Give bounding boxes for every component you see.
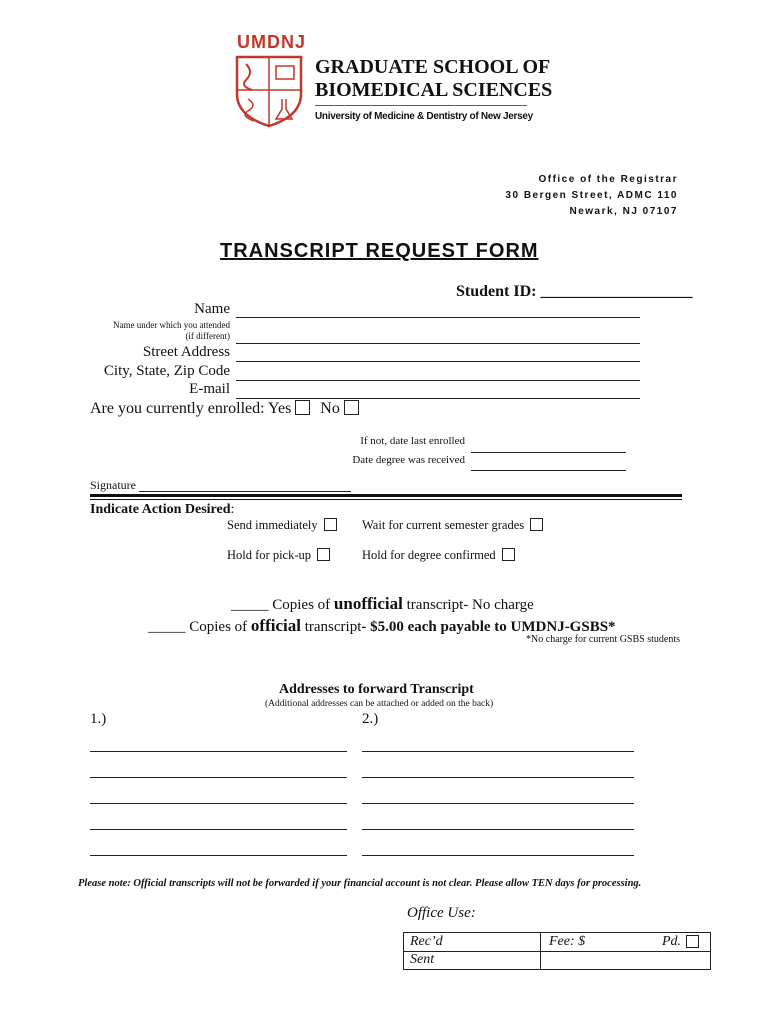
pd-checkbox[interactable] <box>686 935 699 948</box>
signature-field[interactable] <box>139 491 351 492</box>
address-2-line[interactable] <box>362 855 634 856</box>
section-divider <box>90 494 682 497</box>
unofficial-word: unofficial <box>333 594 403 613</box>
send-immediately-option[interactable] <box>227 518 337 533</box>
school-line-2: BIOMEDICAL SCIENCES <box>315 79 553 101</box>
hold-degree-option[interactable] <box>362 548 515 563</box>
enrolled-label: Are you currently enrolled: Yes <box>90 400 292 417</box>
office-use-label: Office Use: <box>407 905 476 921</box>
address-2-line[interactable] <box>362 803 634 804</box>
hold-pickup-label: Hold for pick-up <box>227 548 312 562</box>
attended-name-field[interactable] <box>236 343 640 344</box>
address-1-line[interactable] <box>90 751 347 752</box>
enrolled-no-checkbox[interactable] <box>344 400 359 415</box>
city-label: City, State, Zip Code <box>103 363 230 379</box>
enrolled-question <box>90 400 359 418</box>
attended-label-line-1: Name under which you attended <box>113 320 230 330</box>
sent-label: Sent <box>410 952 435 967</box>
signature-label: Signature <box>90 478 136 492</box>
official-word: official <box>250 616 301 635</box>
send-immediately-label: Send immediately <box>227 518 318 532</box>
date-last-field[interactable] <box>471 452 626 453</box>
registrar-line-1: Office of the Registrar <box>538 174 678 185</box>
office-table-row-divider <box>404 951 710 952</box>
wait-grades-checkbox[interactable] <box>530 518 543 531</box>
pd-label: Pd. <box>662 934 682 949</box>
street-field[interactable] <box>236 361 640 362</box>
action-heading <box>90 502 234 518</box>
registrar-address <box>505 172 678 220</box>
email-field[interactable] <box>236 398 640 399</box>
hold-pickup-option[interactable] <box>227 548 330 563</box>
enrolled-yes-checkbox[interactable] <box>295 400 310 415</box>
hold-degree-label: Hold for degree confirmed <box>362 548 496 562</box>
addresses-subheading: (Additional addresses can be attached or added on the back) <box>265 699 494 709</box>
street-label: Street Address <box>142 344 230 360</box>
office-use-table <box>403 932 711 970</box>
address-2-line[interactable] <box>362 751 634 752</box>
logo-divider <box>315 105 527 106</box>
name-label: Name <box>194 301 230 317</box>
city-field[interactable] <box>236 380 640 381</box>
student-id-field[interactable]: Student ID: ___________________ <box>456 283 693 300</box>
address-1-line[interactable] <box>90 855 347 856</box>
date-last-label: If not, date last enrolled <box>360 435 465 447</box>
name-field[interactable] <box>236 317 640 318</box>
unofficial-post: transcript- No charge <box>402 597 534 613</box>
logo <box>232 32 553 132</box>
address-2-line[interactable] <box>362 829 634 830</box>
address-1-line[interactable] <box>90 829 347 830</box>
org-name: UMDNJ <box>237 32 307 52</box>
address-2-label: 2.) <box>362 711 379 727</box>
send-immediately-checkbox[interactable] <box>324 518 337 531</box>
address-1-line[interactable] <box>90 803 347 804</box>
email-label: E-mail <box>189 381 230 397</box>
wait-grades-label: Wait for current semester grades <box>362 518 525 532</box>
date-degree-label: Date degree was received <box>352 454 465 466</box>
official-post: - $5.00 each payable to UMDNJ-GSBS* <box>361 619 616 635</box>
official-copies-line[interactable] <box>148 616 616 636</box>
enrolled-no-label: No <box>320 400 340 417</box>
attended-label <box>113 320 230 342</box>
registrar-line-2: 30 Bergen Street, ADMC 110 <box>505 190 678 201</box>
wait-grades-option[interactable] <box>362 518 543 533</box>
official-pre: _____ Copies of <box>148 619 251 635</box>
no-charge-note: *No charge for current GSBS students <box>526 634 680 645</box>
address-1-line[interactable] <box>90 777 347 778</box>
page-title: TRANSCRIPT REQUEST FORM <box>220 240 539 262</box>
addresses-heading: Addresses to forward Transcript <box>279 682 474 697</box>
action-heading-colon: : <box>230 502 235 517</box>
section-divider-thin <box>90 499 682 500</box>
recd-label: Rec’d <box>410 934 443 949</box>
shield-icon <box>234 54 304 129</box>
date-degree-field[interactable] <box>471 470 626 471</box>
official-mid: transcript <box>300 619 362 635</box>
address-1-label: 1.) <box>90 711 107 727</box>
hold-pickup-checkbox[interactable] <box>317 548 330 561</box>
university-name: University of Medicine & Dentistry of New Jersey <box>315 111 533 122</box>
unofficial-copies-line[interactable] <box>231 594 534 614</box>
unofficial-pre: _____ Copies of <box>231 597 334 613</box>
action-heading-label: Indicate Action Desired <box>90 502 231 517</box>
processing-note: Please note: Official transcripts will not be forwarded if your financial account is not clear. Please allow TEN days for processing. <box>78 878 642 889</box>
fee-label: Fee: $ <box>549 934 586 949</box>
attended-label-line-2: (if different) <box>185 331 230 341</box>
office-table-col-divider <box>540 933 541 969</box>
address-2-line[interactable] <box>362 777 634 778</box>
registrar-line-3: Newark, NJ 07107 <box>569 206 678 217</box>
school-line-1: GRADUATE SCHOOL OF <box>315 56 551 78</box>
hold-degree-checkbox[interactable] <box>502 548 515 561</box>
